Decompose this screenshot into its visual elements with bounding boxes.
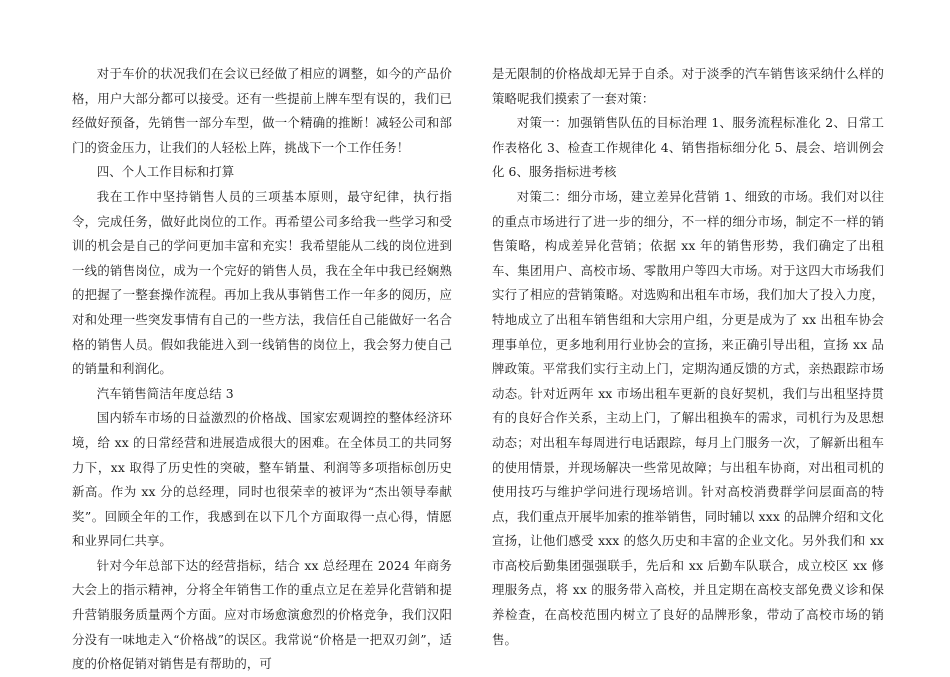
paragraph-market-review: 国内轿车市场的日益激烈的价格战、国家宏观调控的整体经济环境，给 xx 的日常经营和进展造成很大的困难。在全体员工的共同努力下，xx 取得了历史性的突破，整车销量、利润等多项指标创历史新高。作为 xx 分的总经理，同时也很荣幸的被评为“杰出领导奉献奖”。回顾全年的工作，我感到在以下几个方面取得一点心得，情愿和业界同仁共享。: [72, 410, 452, 549]
section-heading-goals: 四、个人工作目标和打算: [96, 164, 235, 180]
section-heading-summary-3: 汽车销售简洁年度总结 3: [96, 385, 234, 401]
paragraph-sales-targets: 针对今年总部下达的经营指标，结合 xx 总经理在 2024 年商务大会上的指示精神，分将全年销售工作的重点立足在差异化营销和提升营销服务质量两个方面。应对市场愈演愈烈的价格竞争，我们汉阳分没有一味地走入“价格战”的误区。我常说“价格是一把双刃剑”，适度的价格促销对销售是有帮助的，可: [72, 557, 452, 672]
right-column: [492, 62, 884, 652]
paragraph-car-price: 对于车价的状况我们在会议已经做了相应的调整，如今的产品价格，用户大部分都可以接受。还有一些提前上牌车型有误的，我们已经做好预备，先销售一部分车型，做一个精确的推断！减轻公司和部门的资金压力，让我们的人轻松上阵，挑战下一个工作任务！: [72, 66, 452, 155]
left-column: [72, 62, 452, 677]
paragraph-price-war-continued: 是无限制的价格战却无异于自杀。对于淡季的汽车销售该采纳什么样的策略呢我们摸索了一套对策：: [492, 66, 884, 106]
paragraph-work-principles: 我在工作中坚持销售人员的三项基本原则，最守纪律，执行指令，完成任务，做好此岗位的工作。再希望公司多给我一些学习和受训的机会是自己的学问更加丰富和充实！我希望能从二线的岗位进到一线的销售岗位，成为一个完好的销售人员，我在全年中我已经娴熟的把握了一整套操作流程。再加上我从事销售工作一年多的阅历，应对和处理一些突发事情有自己的一些方法，我信任自己能做好一名合格的销售人员。假如我能进入到一线销售的岗位上，我会努力使自己的销量和利润化。: [72, 188, 452, 377]
paragraph-strategy-two: 对策二：细分市场，建立差异化营销 1、细致的市场。我们对以往的重点市场进行了进一步的细分，不一样的细分市场，制定不一样的销售策略，构成差异化营销；依据 xx 年的销售形势，我们确定了出租车、集团用户、高校市场、零散用户等四大市场。对于这四大市场我们实行了相应的营销策略。对选购和出租车市场，我们加大了投入力度，特地成立了出租车销售组和大宗用户组，分更是成为了 xx 出租车协会理事单位，更多地利用行业协会的宣扬，来正确引导出租，宣扬 xx 品牌政策。平常我们实行主动上门，定期沟通反馈的方式，亲热跟踪市场动态。针对近两年 xx 市场出租车更新的良好契机，我们与出租坚持贯有的良好合作关系，主动上门，了解出租换车的需求，司机行为及思想动态；对出租车每周进行电话跟踪，每月上门服务一次，了解新出租车的使用情景，并现场解决一些常见故障；与出租车协商，对出租司机的使用技巧与维护学问进行现场培训。针对高校消费群学问层面高的特点，我们重点开展毕加索的推举销售，同时辅以 xxx 的品牌介绍和文化宣扬，让他们感受 xxx 的悠久历史和丰富的企业文化。另外我们和 xx 市高校后勤集团强强联手，先后和 xx 后勤车队联合，成立校区 xx 修理服务点，将 xx 的服务带入高校，并且定期在高校支部免费义诊和保养检查，在高校范围内树立了良好的品牌形象，带动了高校市场的销售。: [492, 188, 884, 647]
paragraph-strategy-one: 对策一：加强销售队伍的目标治理 1、服务流程标准化 2、日常工作表格化 3、检查工作规律化 4、销售指标细分化 5、晨会、培训例会化 6、服务指标进考核: [492, 115, 884, 180]
